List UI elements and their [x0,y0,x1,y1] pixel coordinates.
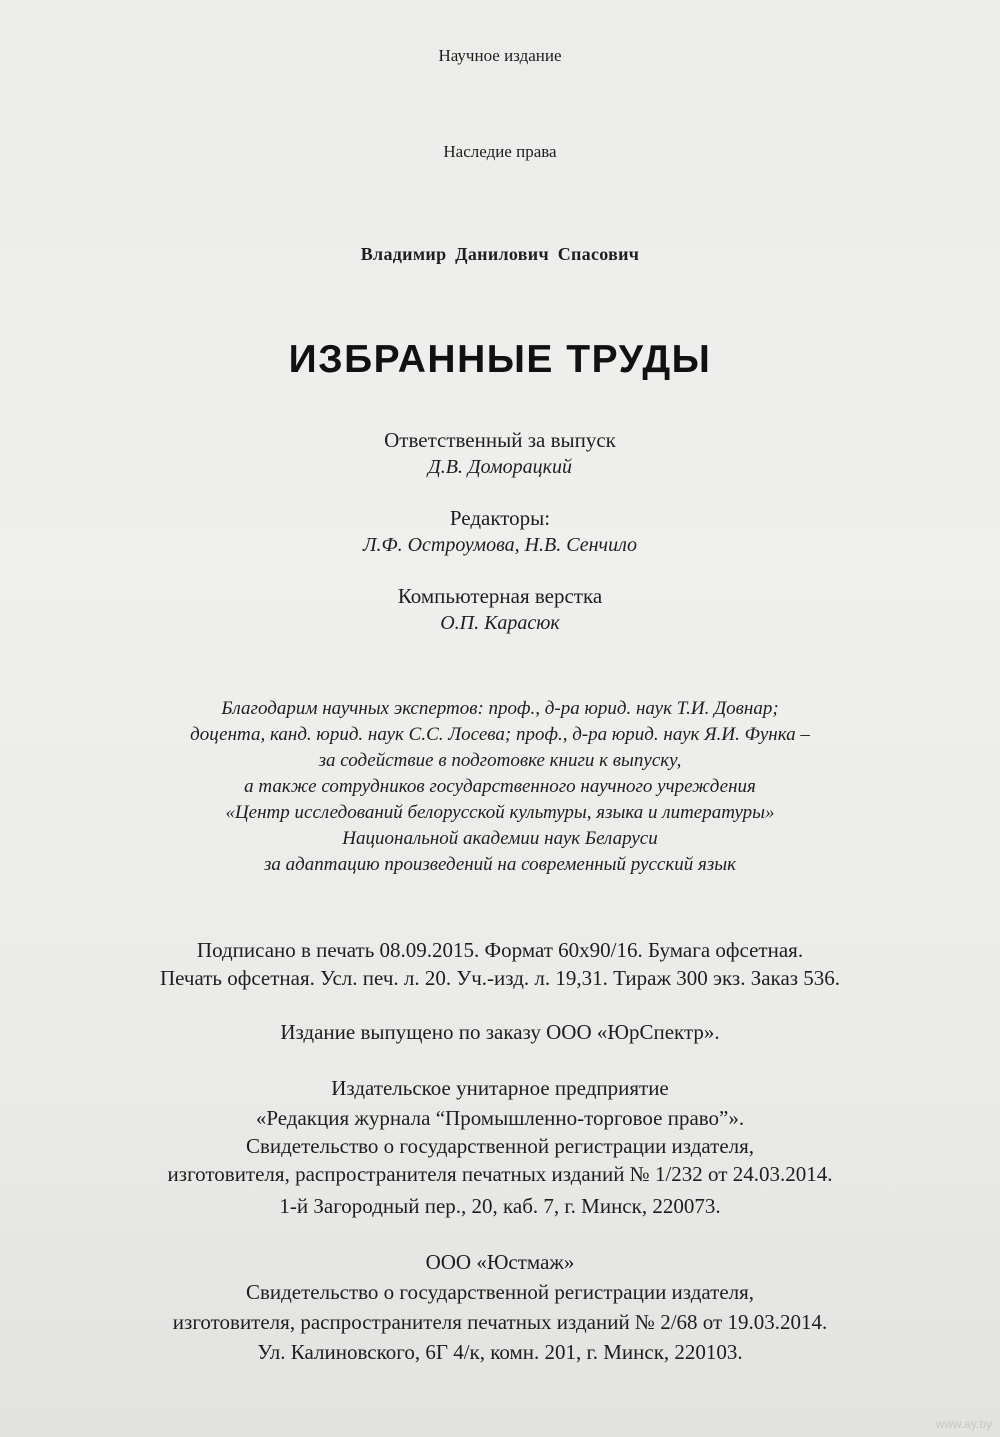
series-label: Научное издание [438,46,562,65]
printer-line: Свидетельство о государственной регистрации издателя, [245,1280,755,1304]
acknowledgement-line: доцента, канд. юрид. наук С.С. Лосева; проф., д-ра юрид. наук Я.И. Функа – [190,724,810,745]
layout-name: О.П. Карасюк [440,612,560,634]
publisher-address: 1-й Загородный пер., 20, каб. 7, г. Минск, 220073. [279,1194,721,1218]
print-info-line: Печать офсетная. Усл. печ. л. 20. Уч.-изд. л. 19,31. Тираж 300 экз. Заказ 536. [159,966,841,990]
editors-names: Л.Ф. Остроумова, Н.В. Сенчило [362,534,638,556]
acknowledgement-line: Национальной академии наук Беларуси [342,828,658,849]
collection-label: Наследие права [443,142,557,161]
printer-name: ООО «Юстмаж» [425,1250,575,1274]
publisher-line: Издательское унитарное предприятие [331,1076,669,1100]
acknowledgement-line: Благодарим научных экспертов: проф., д-ра юрид. наук Т.И. Довнар; [221,698,779,719]
book-title: ИЗБРАННЫЕ ТРУДЫ [288,338,712,381]
acknowledgement-line: за адаптацию произведений на современный русский язык [263,854,736,875]
acknowledgement-line: за содействие в подготовке книги к выпуску, [318,750,682,771]
author-name: Владимир Данилович Спасович [360,244,640,264]
editors-label: Редакторы: [449,506,551,530]
printer-address: Ул. Калиновского, 6Г 4/к, комн. 201, г. Минск, 220103. [257,1340,743,1364]
watermark-text: www.ay.by [935,1417,992,1431]
layout-label: Компьютерная верстка [397,584,603,608]
order-note: Издание выпущено по заказу ООО «ЮрСпектр». [280,1020,720,1044]
publisher-line: Свидетельство о государственной регистрации издателя, [245,1134,755,1158]
acknowledgement-line: «Центр исследований белорусской культуры, языка и литературы» [225,802,775,823]
publisher-line: «Редакция журнала “Промышленно-торговое право”». [255,1106,745,1130]
printer-line: изготовителя, распространителя печатных изданий № 2/68 от 19.03.2014. [172,1310,828,1334]
responsible-label: Ответственный за выпуск [384,428,616,452]
publisher-line: изготовителя, распространителя печатных изданий № 1/232 от 24.03.2014. [167,1162,833,1186]
print-info-line: Подписано в печать 08.09.2015. Формат 60х90/16. Бумага офсетная. [196,938,804,962]
responsible-name: Д.В. Доморацкий [427,456,573,478]
acknowledgement-line: а также сотрудников государственного научного учреждения [244,776,756,797]
